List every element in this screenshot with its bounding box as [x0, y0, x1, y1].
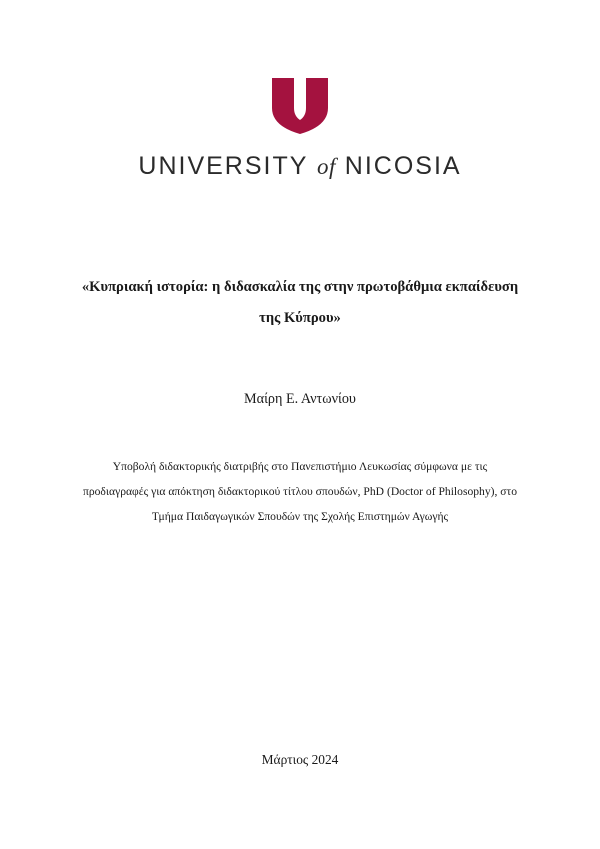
submission-statement: Υποβολή διδακτορικής διατριβής στο Πανεπιστήμιο Λευκωσίας σύμφωνα με τις προδιαγραφές για απόκτηση διδακτορικού τίτλου σπουδών, PhD (Doctor of Philosophy), στο Τμήμα Παιδαγωγικών Σπουδών της Σχολής Επιστημών Αγωγής	[82, 460, 518, 523]
document-author: Μαίρη Ε. Αντωνίου	[244, 391, 356, 407]
logo-wordmark	[0, 152, 600, 181]
logo-wordmark-suffix: NICOSIA	[344, 152, 462, 180]
document-title: «Κυπριακή ιστορία: η διδασκαλία της στην πρωτοβάθμια εκπαίδευση της Κύπρου»	[81, 279, 519, 327]
logo-wordmark-prefix: UNIVERSITY	[138, 152, 308, 180]
university-of-nicosia-shield-logo	[268, 78, 332, 134]
document-date: Μάρτιος 2024	[261, 752, 339, 767]
logo-block	[0, 78, 600, 181]
logo-wordmark-middle: of	[316, 154, 336, 179]
